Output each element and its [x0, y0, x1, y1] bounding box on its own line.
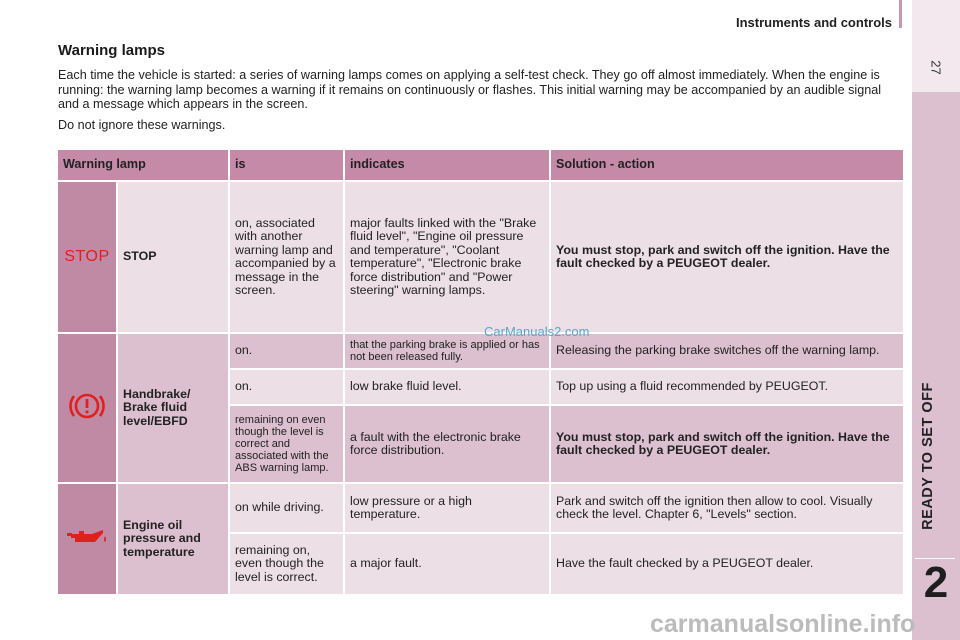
- lamp-solution: Park and switch off the ignition then allow to cool. Visually check the level. Chapter 6, "Levels" section.: [550, 483, 904, 533]
- watermark-footer: carmanualsonline.info: [650, 610, 916, 638]
- lamp-solution: You must stop, park and switch off the ignition. Have the fault checked by a PEUGEOT dealer.: [550, 405, 904, 483]
- table-row-oil: [57, 483, 904, 533]
- running-header: Instruments and controls: [735, 15, 892, 30]
- stop-icon: STOP: [64, 247, 110, 265]
- lamp-indicates: low brake fluid level.: [344, 369, 550, 405]
- page-number: 27: [928, 60, 944, 75]
- chapter-title: READY TO SET OFF: [920, 382, 936, 530]
- oil-icon-cell: [57, 483, 117, 595]
- intro-text: [58, 68, 898, 138]
- lamp-is: remaining on, even though the level is correct.: [229, 533, 344, 595]
- section-title: Warning lamps: [58, 42, 165, 59]
- table-row-handbrake: [57, 333, 904, 369]
- lamp-indicates: a fault with the electronic brake force distribution.: [344, 405, 550, 483]
- lamp-is: on, associated with another warning lamp and accompanied by a message in the screen.: [229, 181, 344, 333]
- lamp-indicates: low pressure or a high temperature.: [344, 483, 550, 533]
- lamp-indicates: that the parking brake is applied or has not been released fully.: [344, 333, 550, 369]
- lamp-is: on.: [229, 333, 344, 369]
- lamp-solution: Top up using a fluid recommended by PEUGEOT.: [550, 369, 904, 405]
- header-is: is: [229, 149, 344, 181]
- lamp-is: on while driving.: [229, 483, 344, 533]
- stop-icon-cell: [57, 181, 117, 333]
- brake-warning-icon: [67, 388, 107, 424]
- lamp-indicates: a major fault.: [344, 533, 550, 595]
- lamp-solution: You must stop, park and switch off the ignition. Have the fault checked by a PEUGEOT dealer.: [550, 181, 904, 333]
- table-header-row: [57, 149, 904, 181]
- table-row-stop: [57, 181, 904, 333]
- lamp-solution: Have the fault checked by a PEUGEOT dealer.: [550, 533, 904, 595]
- lamp-name: STOP: [117, 181, 229, 333]
- header-indicates: indicates: [344, 149, 550, 181]
- header-accent-bar: [899, 0, 902, 28]
- brake-icon-cell: [57, 333, 117, 483]
- header-warning-lamp: Warning lamp: [57, 149, 229, 181]
- chapter-number: 2: [923, 558, 949, 607]
- warning-lamps-table: [56, 148, 905, 596]
- oil-can-icon: [65, 524, 109, 550]
- lamp-is: remaining on even though the level is correct and associated with the ABS warning lamp.: [229, 405, 344, 483]
- lamp-is: on.: [229, 369, 344, 405]
- lamp-name: Engine oil pressure and temperature: [117, 483, 229, 595]
- lamp-name: Handbrake/ Brake fluid level/EBFD: [117, 333, 229, 483]
- intro-paragraph: Each time the vehicle is started: a series of warning lamps comes on applying a self-test check. They go off almost immediately. When the engine is running: the warning lamp becomes a warning if it remains on continuously or flashes. This initial warning may be accompanied by an audible signal and a message which appears in the screen.: [58, 68, 882, 111]
- header-solution: Solution - action: [550, 149, 904, 181]
- watermark-link: CarManuals2.com: [484, 324, 590, 339]
- intro-warning: Do not ignore these warnings.: [58, 117, 226, 132]
- lamp-solution: Releasing the parking brake switches off the warning lamp.: [550, 333, 904, 369]
- lamp-indicates: major faults linked with the "Brake fluid level", "Engine oil pressure and temperature", "Coolant temperature", "Electronic brake force distribution" and "Power steering" warning lamps.: [344, 181, 550, 333]
